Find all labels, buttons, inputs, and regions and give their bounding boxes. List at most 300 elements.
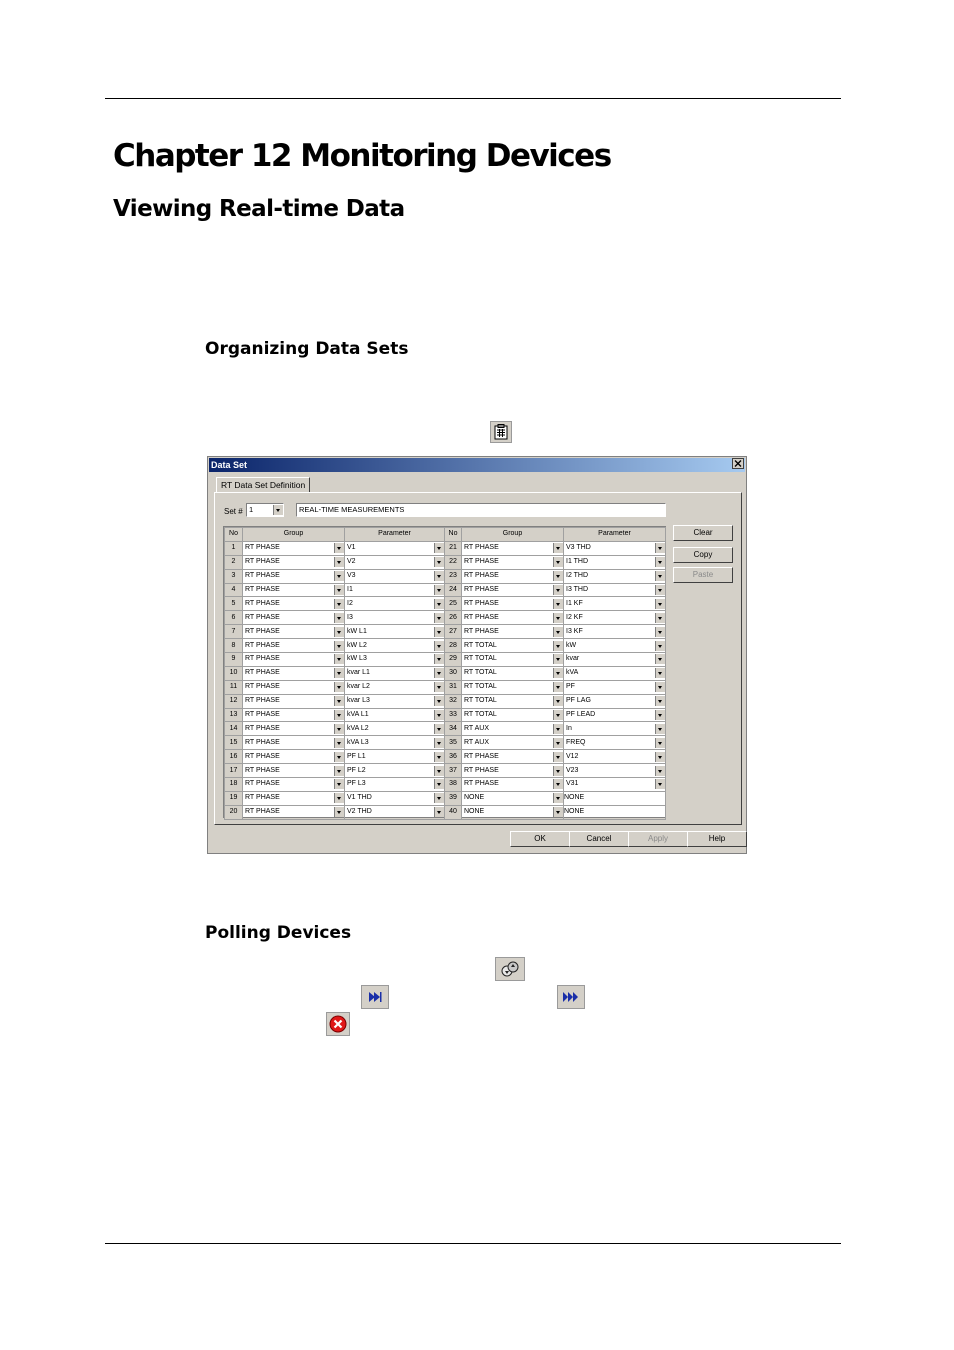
row-number-text: 20 [229, 808, 238, 816]
parameter-select-text: V2 THD [347, 808, 372, 816]
table-row [225, 639, 666, 653]
group-select[interactable] [462, 639, 564, 653]
group-select[interactable] [462, 708, 564, 722]
parameter-select[interactable] [564, 666, 666, 680]
table-row [225, 541, 666, 555]
chevron-down-icon[interactable] [273, 505, 283, 515]
parameter-select[interactable] [564, 778, 666, 792]
row-number [225, 750, 243, 764]
group-select-text: RT PHASE [464, 572, 499, 580]
parameter-select-text: V3 THD [566, 544, 591, 552]
group-select[interactable] [243, 764, 345, 778]
chevron-down-icon[interactable] [334, 793, 344, 803]
chevron-down-icon[interactable] [334, 599, 344, 609]
row-number [445, 666, 462, 680]
group-select-text: RT PHASE [245, 738, 280, 746]
chevron-down-icon[interactable] [553, 571, 563, 581]
chevron-down-icon[interactable] [655, 571, 665, 581]
group-select-text: RT PHASE [464, 544, 499, 552]
group-select[interactable] [462, 736, 564, 750]
table-row [225, 583, 666, 597]
row-number [225, 722, 243, 736]
parameter-select[interactable] [564, 583, 666, 597]
chevron-down-icon[interactable] [434, 599, 444, 609]
row-number [445, 694, 462, 708]
chevron-down-icon[interactable] [334, 641, 344, 651]
parameter-select[interactable] [345, 611, 445, 625]
group-select[interactable] [462, 805, 564, 819]
group-select-text: RT TOTAL [464, 669, 497, 677]
chevron-down-icon[interactable] [655, 710, 665, 720]
chevron-down-icon[interactable] [434, 557, 444, 567]
group-select[interactable] [243, 694, 345, 708]
group-select-text: RT TOTAL [464, 641, 497, 649]
chevron-down-icon[interactable] [334, 766, 344, 776]
group-select-text: RT PHASE [464, 613, 499, 621]
parameter-select-text: In [566, 724, 572, 732]
group-select[interactable] [243, 625, 345, 639]
chevron-down-icon[interactable] [334, 779, 344, 789]
row-number-text: 9 [231, 655, 236, 663]
row-number-text: 24 [449, 586, 457, 593]
chevron-down-icon[interactable] [334, 682, 344, 692]
group-select[interactable] [462, 597, 564, 611]
chevron-down-icon[interactable] [434, 752, 444, 762]
group-select[interactable] [243, 583, 345, 597]
parameter-select[interactable] [345, 666, 445, 680]
chevron-down-icon[interactable] [655, 682, 665, 692]
parameter-select-text: kvar L2 [347, 683, 370, 691]
chevron-down-icon[interactable] [334, 724, 344, 734]
clear-button[interactable]: Clear [673, 525, 733, 541]
chevron-down-icon[interactable] [334, 613, 344, 623]
chevron-down-icon[interactable] [655, 627, 665, 637]
chevron-down-icon[interactable] [655, 641, 665, 651]
chevron-down-icon[interactable] [334, 696, 344, 706]
chevron-down-icon[interactable] [553, 557, 563, 567]
close-icon[interactable] [732, 458, 744, 469]
chevron-down-icon[interactable] [434, 571, 444, 581]
parameter-select[interactable] [564, 653, 666, 667]
chevron-down-icon[interactable] [434, 738, 444, 748]
chevron-down-icon[interactable] [434, 668, 444, 678]
group-select-text: RT PHASE [245, 572, 280, 580]
group-select[interactable] [462, 555, 564, 569]
parameter-select[interactable] [564, 625, 666, 639]
group-select[interactable] [462, 583, 564, 597]
row-number [445, 569, 462, 583]
chevron-down-icon[interactable] [553, 724, 563, 734]
row-number [445, 805, 462, 819]
parameter-select[interactable] [564, 736, 666, 750]
parameter-select[interactable] [345, 722, 445, 736]
chevron-down-icon[interactable] [334, 710, 344, 720]
data-set-dialog [207, 456, 747, 854]
row-number-text: 32 [449, 697, 457, 705]
chevron-down-icon[interactable] [434, 766, 444, 776]
copy-button[interactable]: Copy [673, 547, 733, 563]
row-number [225, 736, 243, 750]
chevron-down-icon[interactable] [553, 543, 563, 553]
chevron-down-icon[interactable] [655, 599, 665, 609]
parameter-select-text: kVA L2 [347, 724, 369, 732]
row-number-text: 6 [231, 613, 236, 621]
chevron-down-icon[interactable] [434, 543, 444, 553]
header-no: No [225, 528, 243, 542]
chevron-down-icon[interactable] [334, 627, 344, 637]
chevron-down-icon[interactable] [655, 585, 665, 595]
parameter-select[interactable] [345, 708, 445, 722]
group-select[interactable] [462, 625, 564, 639]
row-number [225, 680, 243, 694]
group-select[interactable] [243, 736, 345, 750]
chevron-down-icon[interactable] [655, 779, 665, 789]
header-parameter-2: Parameter [564, 528, 666, 542]
chevron-down-icon[interactable] [434, 793, 444, 803]
group-select-text: RT PHASE [245, 558, 280, 566]
parameter-select[interactable] [345, 764, 445, 778]
group-select-text: RT PHASE [245, 724, 280, 732]
parameter-select[interactable] [345, 625, 445, 639]
parameter-select[interactable] [564, 541, 666, 555]
chevron-down-icon[interactable] [655, 557, 665, 567]
parameter-select[interactable] [564, 569, 666, 583]
data-set-grid [223, 526, 666, 818]
group-select[interactable] [243, 750, 345, 764]
chevron-down-icon[interactable] [553, 613, 563, 623]
row-number-text: 36 [449, 752, 457, 760]
group-select-text: RT TOTAL [464, 711, 497, 719]
group-select[interactable] [243, 639, 345, 653]
group-select-text: RT PHASE [245, 697, 280, 705]
table-row [225, 666, 666, 680]
group-select[interactable] [462, 750, 564, 764]
header-group: Group [243, 528, 345, 542]
row-number [445, 680, 462, 694]
chevron-down-icon[interactable] [553, 752, 563, 762]
row-number-text: 16 [229, 752, 238, 760]
chevron-down-icon[interactable] [655, 613, 665, 623]
parameter-select-text: NONE [564, 794, 585, 802]
group-select[interactable] [243, 541, 345, 555]
row-number-text: 25 [449, 599, 457, 607]
chevron-down-icon[interactable] [553, 585, 563, 595]
chevron-down-icon[interactable] [434, 585, 444, 595]
parameter-select[interactable] [564, 611, 666, 625]
chevron-down-icon[interactable] [553, 779, 563, 789]
parameter-select[interactable] [564, 722, 666, 736]
table-row [225, 597, 666, 611]
row-number-text: 28 [449, 641, 457, 649]
set-label: Set # [224, 507, 243, 516]
chevron-down-icon[interactable] [334, 807, 344, 817]
group-select[interactable] [243, 778, 345, 792]
row-number [225, 708, 243, 722]
row-number [225, 805, 243, 819]
group-select[interactable] [462, 722, 564, 736]
group-select[interactable] [243, 708, 345, 722]
parameter-select-text: kW L2 [347, 641, 367, 649]
group-select-text: RT PHASE [245, 627, 280, 635]
group-select[interactable] [462, 791, 564, 805]
parameter-select[interactable] [345, 583, 445, 597]
parameter-select-text: kVA L1 [347, 711, 369, 719]
chevron-down-icon[interactable] [334, 738, 344, 748]
parameter-select[interactable] [345, 639, 445, 653]
row-number [445, 750, 462, 764]
row-number [225, 791, 243, 805]
row-number-text: 19 [229, 794, 238, 802]
group-select-text: RT TOTAL [464, 697, 497, 705]
row-number [445, 555, 462, 569]
parameter-select-text: I1 KF [566, 599, 583, 607]
parameter-select-text: V1 THD [347, 794, 372, 802]
section-title: Viewing Real-time Data [113, 196, 405, 222]
group-select[interactable] [462, 653, 564, 667]
row-number [445, 597, 462, 611]
parameter-select-text: PF LAG [566, 697, 591, 705]
chevron-down-icon[interactable] [434, 710, 444, 720]
row-number-text: 4 [231, 586, 236, 593]
group-select[interactable] [243, 611, 345, 625]
chevron-down-icon[interactable] [434, 641, 444, 651]
group-select-text: RT PHASE [245, 808, 280, 816]
row-number [225, 583, 243, 597]
chevron-down-icon[interactable] [434, 682, 444, 692]
group-select-text: RT AUX [464, 738, 490, 746]
set-number-value: 1 [249, 505, 254, 514]
row-number [445, 639, 462, 653]
row-number [225, 653, 243, 667]
chevron-down-icon[interactable] [655, 752, 665, 762]
parameter-select[interactable] [345, 750, 445, 764]
group-select[interactable] [462, 569, 564, 583]
group-select[interactable] [462, 541, 564, 555]
row-number-text: 40 [449, 808, 457, 816]
chevron-down-icon[interactable] [434, 779, 444, 789]
chevron-down-icon[interactable] [655, 654, 665, 664]
table-row [225, 555, 666, 569]
group-select-text: RT PHASE [464, 586, 499, 593]
header-parameter: Parameter [345, 528, 445, 542]
group-select-text: RT PHASE [464, 766, 499, 774]
row-number [225, 555, 243, 569]
parameter-select[interactable] [345, 680, 445, 694]
parameter-select[interactable] [345, 778, 445, 792]
group-select-text: NONE [464, 794, 485, 802]
ok-button[interactable]: OK [510, 831, 570, 847]
chevron-down-icon[interactable] [655, 738, 665, 748]
group-select[interactable] [462, 680, 564, 694]
parameter-select[interactable] [564, 555, 666, 569]
table-row [225, 778, 666, 792]
chevron-down-icon[interactable] [434, 613, 444, 623]
parameter-select-text: NONE [564, 808, 585, 816]
table-row [225, 680, 666, 694]
parameter-select [564, 805, 666, 819]
chevron-down-icon[interactable] [334, 571, 344, 581]
parameter-select-text: PF L1 [347, 752, 366, 760]
chevron-down-icon[interactable] [655, 668, 665, 678]
paste-button[interactable]: Paste [673, 567, 733, 583]
table-row [225, 708, 666, 722]
chevron-down-icon[interactable] [434, 654, 444, 664]
parameter-select[interactable] [345, 597, 445, 611]
parameter-select[interactable] [345, 805, 445, 819]
row-number [445, 722, 462, 736]
parameter-select-text: V3 [347, 572, 356, 580]
group-select[interactable] [243, 653, 345, 667]
group-select[interactable] [243, 666, 345, 680]
chevron-down-icon[interactable] [553, 668, 563, 678]
data-set-icon [490, 421, 512, 443]
set-number-select[interactable] [246, 503, 284, 517]
group-select-text: RT PHASE [464, 558, 499, 566]
row-number-text: 7 [231, 627, 236, 635]
chevron-down-icon[interactable] [334, 668, 344, 678]
row-number-text: 8 [231, 641, 236, 649]
chevron-down-icon[interactable] [334, 557, 344, 567]
help-button[interactable]: Help [687, 831, 747, 847]
group-select[interactable] [243, 805, 345, 819]
group-select-text: RT PHASE [245, 683, 280, 691]
single-poll-icon [361, 985, 389, 1009]
set-name-input[interactable] [296, 503, 666, 517]
chevron-down-icon[interactable] [434, 724, 444, 734]
parameter-select-text: FREQ [566, 738, 586, 746]
parameter-select[interactable] [564, 680, 666, 694]
row-number-text: 26 [449, 613, 457, 621]
chevron-down-icon[interactable] [334, 543, 344, 553]
group-select-text: RT TOTAL [464, 683, 497, 691]
table-row [225, 750, 666, 764]
parameter-select[interactable] [564, 597, 666, 611]
chevron-down-icon[interactable] [553, 710, 563, 720]
row-number-text: 27 [449, 627, 457, 635]
group-select[interactable] [462, 778, 564, 792]
row-number-text: 17 [229, 766, 238, 774]
parameter-select[interactable] [564, 639, 666, 653]
chevron-down-icon[interactable] [553, 766, 563, 776]
group-select-text: RT PHASE [464, 780, 499, 788]
group-select[interactable] [462, 666, 564, 680]
row-number-text: 39 [449, 794, 457, 802]
group-select[interactable] [243, 680, 345, 694]
chevron-down-icon[interactable] [434, 627, 444, 637]
chevron-down-icon[interactable] [553, 654, 563, 664]
group-select-text: RT PHASE [464, 627, 499, 635]
parameter-select-text: I3 KF [566, 627, 583, 635]
parameter-select[interactable] [345, 736, 445, 750]
header-no-2: No [445, 528, 462, 542]
group-select[interactable] [243, 791, 345, 805]
row-number-text: 18 [229, 780, 238, 788]
group-select[interactable] [462, 611, 564, 625]
chevron-down-icon[interactable] [553, 627, 563, 637]
row-number-text: 33 [449, 711, 457, 719]
group-select[interactable] [243, 569, 345, 583]
chevron-down-icon[interactable] [334, 585, 344, 595]
table-row [225, 611, 666, 625]
chevron-down-icon[interactable] [553, 682, 563, 692]
table-row [225, 764, 666, 778]
group-select-text: NONE [464, 808, 485, 816]
parameter-select[interactable] [564, 764, 666, 778]
group-select-text: RT PHASE [464, 752, 499, 760]
chevron-down-icon[interactable] [655, 543, 665, 553]
group-select[interactable] [243, 597, 345, 611]
chevron-down-icon[interactable] [553, 738, 563, 748]
row-number-text: 29 [449, 655, 457, 663]
group-select[interactable] [462, 694, 564, 708]
parameter-select[interactable] [345, 555, 445, 569]
dialog-title: Data Set [211, 460, 248, 470]
chevron-down-icon[interactable] [553, 807, 563, 817]
row-number [445, 791, 462, 805]
chevron-down-icon[interactable] [434, 807, 444, 817]
apply-button[interactable]: Apply [628, 831, 688, 847]
chevron-down-icon[interactable] [334, 752, 344, 762]
parameter-select-text: PF LEAD [566, 711, 596, 719]
row-number [445, 708, 462, 722]
row-number-text: 37 [449, 766, 457, 774]
parameter-select-text: I3 [347, 613, 353, 621]
parameter-select[interactable] [345, 694, 445, 708]
chevron-down-icon[interactable] [434, 696, 444, 706]
parameter-select-text: PF L3 [347, 780, 366, 788]
subsection-polling-devices: Polling Devices [205, 923, 352, 943]
parameter-select[interactable] [564, 708, 666, 722]
parameter-select[interactable] [345, 569, 445, 583]
chevron-down-icon[interactable] [655, 724, 665, 734]
parameter-select-text: I3 THD [566, 586, 589, 593]
row-number [225, 764, 243, 778]
cancel-button[interactable]: Cancel [569, 831, 629, 847]
group-select[interactable] [243, 555, 345, 569]
parameter-select-text: I2 KF [566, 613, 583, 621]
parameter-select[interactable] [345, 653, 445, 667]
chevron-down-icon[interactable] [655, 766, 665, 776]
group-select-text: RT PHASE [245, 794, 280, 802]
chevron-down-icon[interactable] [553, 599, 563, 609]
chevron-down-icon[interactable] [334, 654, 344, 664]
row-number-text: 21 [449, 544, 457, 552]
table-row [225, 569, 666, 583]
row-number-text: 13 [229, 711, 238, 719]
chevron-down-icon[interactable] [553, 696, 563, 706]
table-row [225, 694, 666, 708]
row-number [225, 666, 243, 680]
parameter-select[interactable] [345, 791, 445, 805]
chevron-down-icon[interactable] [655, 696, 665, 706]
parameter-select[interactable] [564, 694, 666, 708]
parameter-select-text: I2 THD [566, 572, 589, 580]
dialog-titlebar [209, 458, 745, 472]
group-select[interactable] [243, 722, 345, 736]
parameter-select-text: PF L2 [347, 766, 366, 774]
parameter-select[interactable] [345, 541, 445, 555]
group-select-text: RT PHASE [464, 599, 499, 607]
chevron-down-icon[interactable] [553, 641, 563, 651]
footer-rule [105, 1243, 841, 1244]
chevron-down-icon[interactable] [553, 793, 563, 803]
parameter-select[interactable] [564, 750, 666, 764]
subsection-organizing-data-sets: Organizing Data Sets [205, 339, 409, 359]
group-select[interactable] [462, 764, 564, 778]
tab-rt-data-set-definition[interactable]: RT Data Set Definition [216, 477, 310, 493]
parameter-select-text: V31 [566, 780, 579, 788]
parameter-select-text: kVA L3 [347, 738, 369, 746]
